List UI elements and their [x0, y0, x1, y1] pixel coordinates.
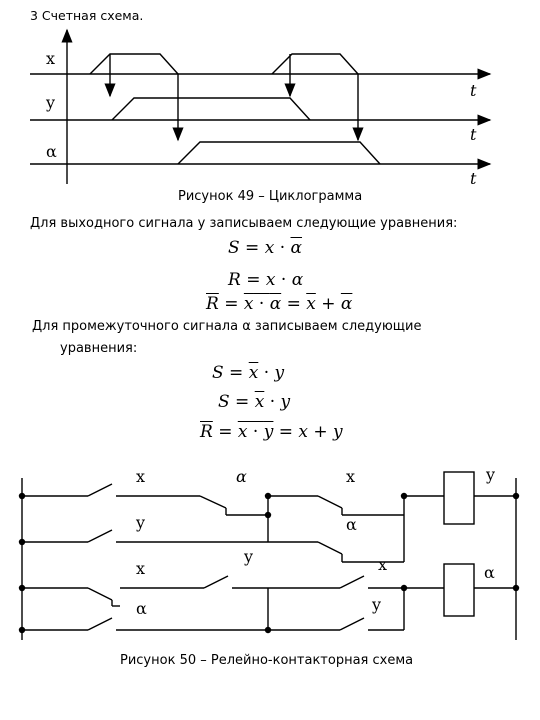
- equation-alpha-1: $S = \overline{x} \cdot y$: [212, 363, 285, 383]
- label-r3-y: y: [244, 547, 254, 566]
- label-r4-y: y: [372, 595, 382, 614]
- figure-50-caption: Рисунок 50 – Релейно-контакторная схема: [120, 653, 414, 668]
- label-r1-x: x: [136, 467, 146, 486]
- label-r4-alpha: α: [136, 599, 147, 618]
- contact-nc-alpha-row1: [200, 496, 226, 508]
- coil-alpha: [444, 564, 474, 616]
- time-label-2: t: [470, 125, 477, 144]
- label-r3-x2: x: [378, 555, 388, 574]
- contact-x-row3: [340, 576, 364, 588]
- contact-y-row2: [88, 530, 112, 542]
- time-label-3: t: [470, 169, 477, 188]
- label-coil-y: y: [486, 465, 496, 484]
- equation-y-1: $S = x \cdot \overline{\alpha}$: [228, 238, 303, 258]
- signal-label-x: x: [46, 49, 56, 68]
- contact-nc-x-row3: [88, 588, 112, 600]
- contact-y-row3: [204, 576, 228, 588]
- label-r3-x: x: [136, 559, 146, 578]
- contact-nc-alpha-row2: [318, 542, 342, 554]
- section-heading: 3 Счетная схема.: [30, 8, 144, 23]
- equation-y-3: $\overline{R} = x \cdot \alpha = \overline{x} + \overline{\alpha}$: [206, 294, 353, 314]
- coil-y: [444, 472, 474, 524]
- equation-alpha-3: $\overline{R} = x \cdot y = x + y$: [200, 422, 343, 442]
- equation-y-2: R = x · α: [228, 270, 304, 290]
- output-intro-text: Для выходного сигнала y записываем следующие уравнения:: [30, 216, 458, 231]
- contact-alpha-row4: [88, 618, 112, 630]
- signal-label-alpha: α: [46, 142, 57, 161]
- contact-x-row1: [88, 484, 112, 496]
- intermediate-intro-line1: Для промежуточного сигнала α записываем следующие: [32, 319, 422, 334]
- equation-alpha-2: $S = \overline{x} \cdot y$: [218, 392, 291, 412]
- label-r2-alpha: α: [346, 515, 357, 534]
- label-r1-alpha: α: [236, 467, 247, 486]
- label-r1-x2: x: [346, 467, 356, 486]
- signal-label-y: y: [46, 93, 56, 112]
- label-r2-y: y: [136, 513, 146, 532]
- figure-49-caption: Рисунок 49 – Циклограмма: [178, 189, 363, 204]
- contact-y-row4: [340, 618, 364, 630]
- contact-nc-x-row1: [318, 496, 342, 508]
- time-label-1: t: [470, 81, 477, 100]
- label-coil-alpha: α: [484, 563, 495, 582]
- intermediate-intro-line2: уравнения:: [60, 341, 138, 356]
